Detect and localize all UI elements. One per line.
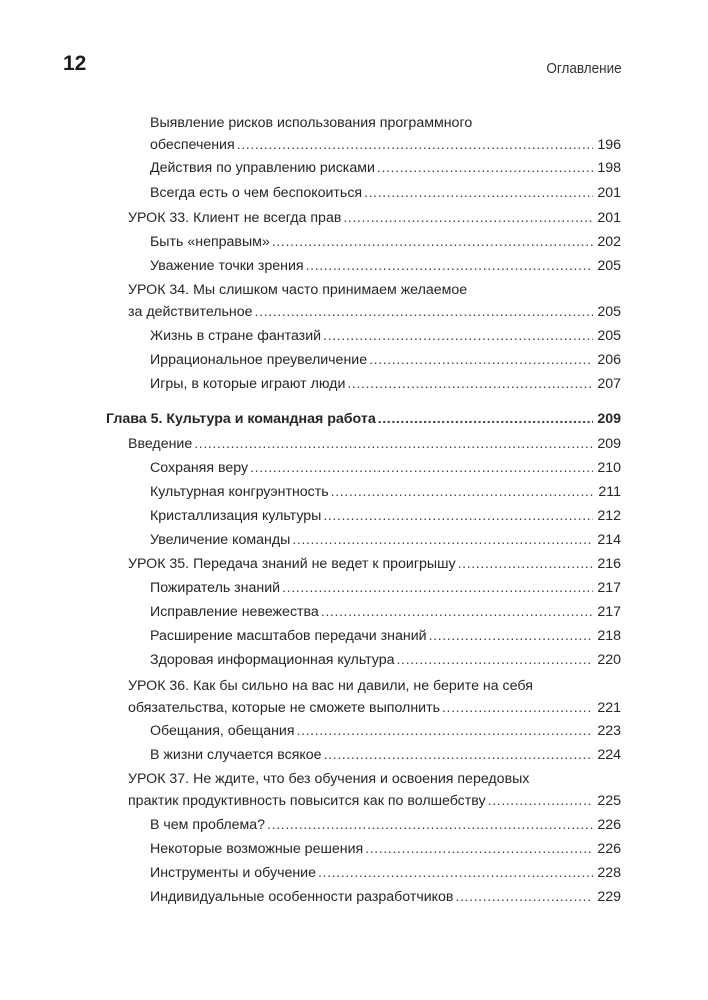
dot-leader — [458, 553, 594, 575]
dot-leader — [321, 601, 594, 623]
dot-leader — [488, 790, 594, 812]
dot-leader — [237, 134, 594, 156]
dot-leader — [194, 433, 593, 455]
dot-leader — [343, 207, 593, 229]
toc-entry-page: 205 — [597, 258, 621, 274]
toc-section-entry[interactable] — [128, 279, 621, 323]
toc-entry-page: 198 — [597, 160, 621, 176]
toc-entry-page: 202 — [597, 234, 621, 250]
toc-entry-title: Расширение масштабов передачи знаний — [150, 628, 427, 644]
toc-entry-page: 217 — [597, 604, 621, 620]
toc-entry-page: 220 — [597, 652, 621, 668]
dot-leader — [331, 481, 595, 503]
dot-leader — [364, 182, 593, 204]
toc-entry-page: 224 — [597, 747, 621, 763]
toc-entry-title: Введение — [128, 436, 193, 452]
dot-leader — [347, 373, 593, 395]
toc-entry-title: Увеличение команды — [150, 532, 291, 548]
toc-section-entry[interactable] — [128, 553, 621, 575]
dot-leader — [292, 529, 593, 551]
toc-subsection-entry[interactable] — [150, 481, 621, 503]
toc-subsection-entry[interactable] — [150, 862, 621, 884]
toc-entry-title: Сохраняя веру — [150, 460, 249, 476]
dot-leader — [318, 862, 593, 884]
toc-entry-page: 209 — [597, 411, 621, 427]
toc-subsection-entry[interactable] — [150, 255, 621, 277]
toc-entry-page: 212 — [597, 508, 621, 524]
toc-entry-page: 207 — [597, 376, 621, 392]
toc-entry-page: 206 — [597, 352, 621, 368]
dot-leader — [442, 697, 593, 719]
toc-entry-page: 209 — [597, 436, 621, 452]
dot-leader — [306, 255, 594, 277]
toc-entry-page: 196 — [597, 137, 621, 153]
toc-entry-title: Быть «неправым» — [150, 234, 270, 250]
toc-subsection-entry[interactable] — [150, 349, 621, 371]
dot-leader — [455, 886, 593, 908]
toc-entry-title: УРОК 33. Клиент не всегда прав — [128, 210, 342, 226]
toc-subsection-entry[interactable] — [150, 505, 621, 527]
toc-subsection-entry[interactable] — [150, 838, 621, 860]
toc-entry-page: 221 — [597, 700, 621, 716]
toc-entry-title: Игры, в которые играют люди — [150, 376, 346, 392]
dot-leader — [365, 838, 593, 860]
running-title: Оглавление — [546, 60, 622, 77]
dot-leader — [378, 408, 594, 430]
toc-entry-title: Здоровая информационная культура — [150, 652, 395, 668]
toc-subsection-entry[interactable] — [150, 577, 621, 599]
toc-entry-page: 201 — [597, 210, 621, 226]
toc-entry-title: Жизнь в стране фантазий — [150, 328, 322, 344]
toc-entry-title: Действия по управлению рисками — [150, 160, 375, 176]
toc-entry-title: практик продуктивность повысится как по волшебству — [128, 793, 486, 809]
toc-entry-page: 225 — [597, 793, 621, 809]
toc-subsection-entry[interactable] — [150, 112, 621, 156]
toc-entry-title-first-line: Выявление рисков использования программного — [150, 115, 473, 131]
toc-entry-page: 218 — [597, 628, 621, 644]
toc-entry-title: В чем проблема? — [150, 817, 266, 833]
toc-entry-page: 226 — [597, 841, 621, 857]
toc-entry-title: Индивидуальные особенности разработчиков — [150, 889, 454, 905]
toc-entry-title: Пожиратель знаний — [150, 580, 281, 596]
toc-subsection-entry[interactable] — [150, 744, 621, 766]
toc-subsection-entry[interactable] — [150, 182, 621, 204]
dot-leader — [255, 301, 594, 323]
toc-subsection-entry[interactable] — [150, 814, 621, 836]
toc-subsection-entry[interactable] — [150, 649, 621, 671]
dot-leader — [323, 505, 593, 527]
toc-entry-page: 210 — [597, 460, 621, 476]
toc-subsection-entry[interactable] — [150, 157, 621, 179]
toc-entry-title: Обещания, обещания — [150, 723, 295, 739]
toc-entry-title: обеспечения — [150, 137, 235, 153]
toc-entry-title: Некоторые возможные решения — [150, 841, 364, 857]
toc-subsection-entry[interactable] — [150, 231, 621, 253]
toc-entry-title: Всегда есть о чем беспокоиться — [150, 185, 363, 201]
toc-entry-title: Иррациональное преувеличение — [150, 352, 368, 368]
dot-leader — [324, 744, 594, 766]
page-number: 12 — [63, 52, 87, 75]
toc-subsection-entry[interactable] — [150, 373, 621, 395]
toc-subsection-entry[interactable] — [150, 601, 621, 623]
toc-entry-title: В жизни случается всякое — [150, 747, 322, 763]
toc-subsection-entry[interactable] — [150, 457, 621, 479]
toc-entry-page: 201 — [597, 185, 621, 201]
toc-section-entry[interactable] — [128, 207, 621, 229]
toc-entry-title: Исправление невежества — [150, 604, 319, 620]
toc-subsection-entry[interactable] — [150, 625, 621, 647]
toc-subsection-entry[interactable] — [150, 886, 621, 908]
toc-section-entry[interactable] — [128, 433, 621, 455]
toc-entry-page: 216 — [597, 556, 621, 572]
dot-leader — [396, 649, 593, 671]
toc-entry-title: за действительное — [128, 304, 253, 320]
toc-entry-title: Культурная конгруэнтность — [150, 484, 329, 500]
toc-subsection-entry[interactable] — [150, 720, 621, 742]
toc-subsection-entry[interactable] — [150, 325, 621, 347]
toc-entry-title: Уважение точки зрения — [150, 258, 304, 274]
dot-leader — [297, 720, 594, 742]
toc-entry-page: 214 — [597, 532, 621, 548]
toc-entry-page: 217 — [597, 580, 621, 596]
toc-entry-page: 211 — [598, 484, 621, 500]
toc-entry-page: 205 — [597, 328, 621, 344]
toc-section-entry[interactable] — [128, 768, 621, 812]
dot-leader — [267, 814, 593, 836]
toc-entry-title: Глава 5. Культура и командная работа — [106, 411, 376, 427]
dot-leader — [429, 625, 594, 647]
toc-subsection-entry[interactable] — [150, 529, 621, 551]
toc-entry-title: Инструменты и обучение — [150, 865, 317, 881]
toc-entry-page: 229 — [597, 889, 621, 905]
toc-entry-title-first-line: УРОК 37. Не ждите, что без обучения и освоения передовых — [128, 771, 530, 787]
dot-leader — [272, 231, 594, 253]
toc-chapter-entry[interactable] — [106, 408, 621, 430]
dot-leader — [377, 157, 593, 179]
toc-entry-page: 228 — [597, 865, 621, 881]
dot-leader — [323, 325, 593, 347]
toc-entry-page: 226 — [597, 817, 621, 833]
toc-entry-title: Кристаллизация культуры — [150, 508, 322, 524]
dot-leader — [250, 457, 593, 479]
toc-entry-page: 223 — [597, 723, 621, 739]
toc-section-entry[interactable] — [128, 675, 621, 719]
toc-entry-title-first-line: УРОК 34. Мы слишком часто принимаем желаемое — [128, 282, 468, 298]
toc-entry-title-first-line: УРОК 36. Как бы сильно на вас ни давили, не берите на себя — [128, 678, 533, 694]
toc-entry-title: УРОК 35. Передача знаний не ведет к проигрышу — [128, 556, 456, 572]
toc-entry-page: 205 — [597, 304, 621, 320]
dot-leader — [282, 577, 593, 599]
toc-entry-title: обязательства, которые не сможете выполнить — [128, 700, 440, 716]
dot-leader — [369, 349, 593, 371]
